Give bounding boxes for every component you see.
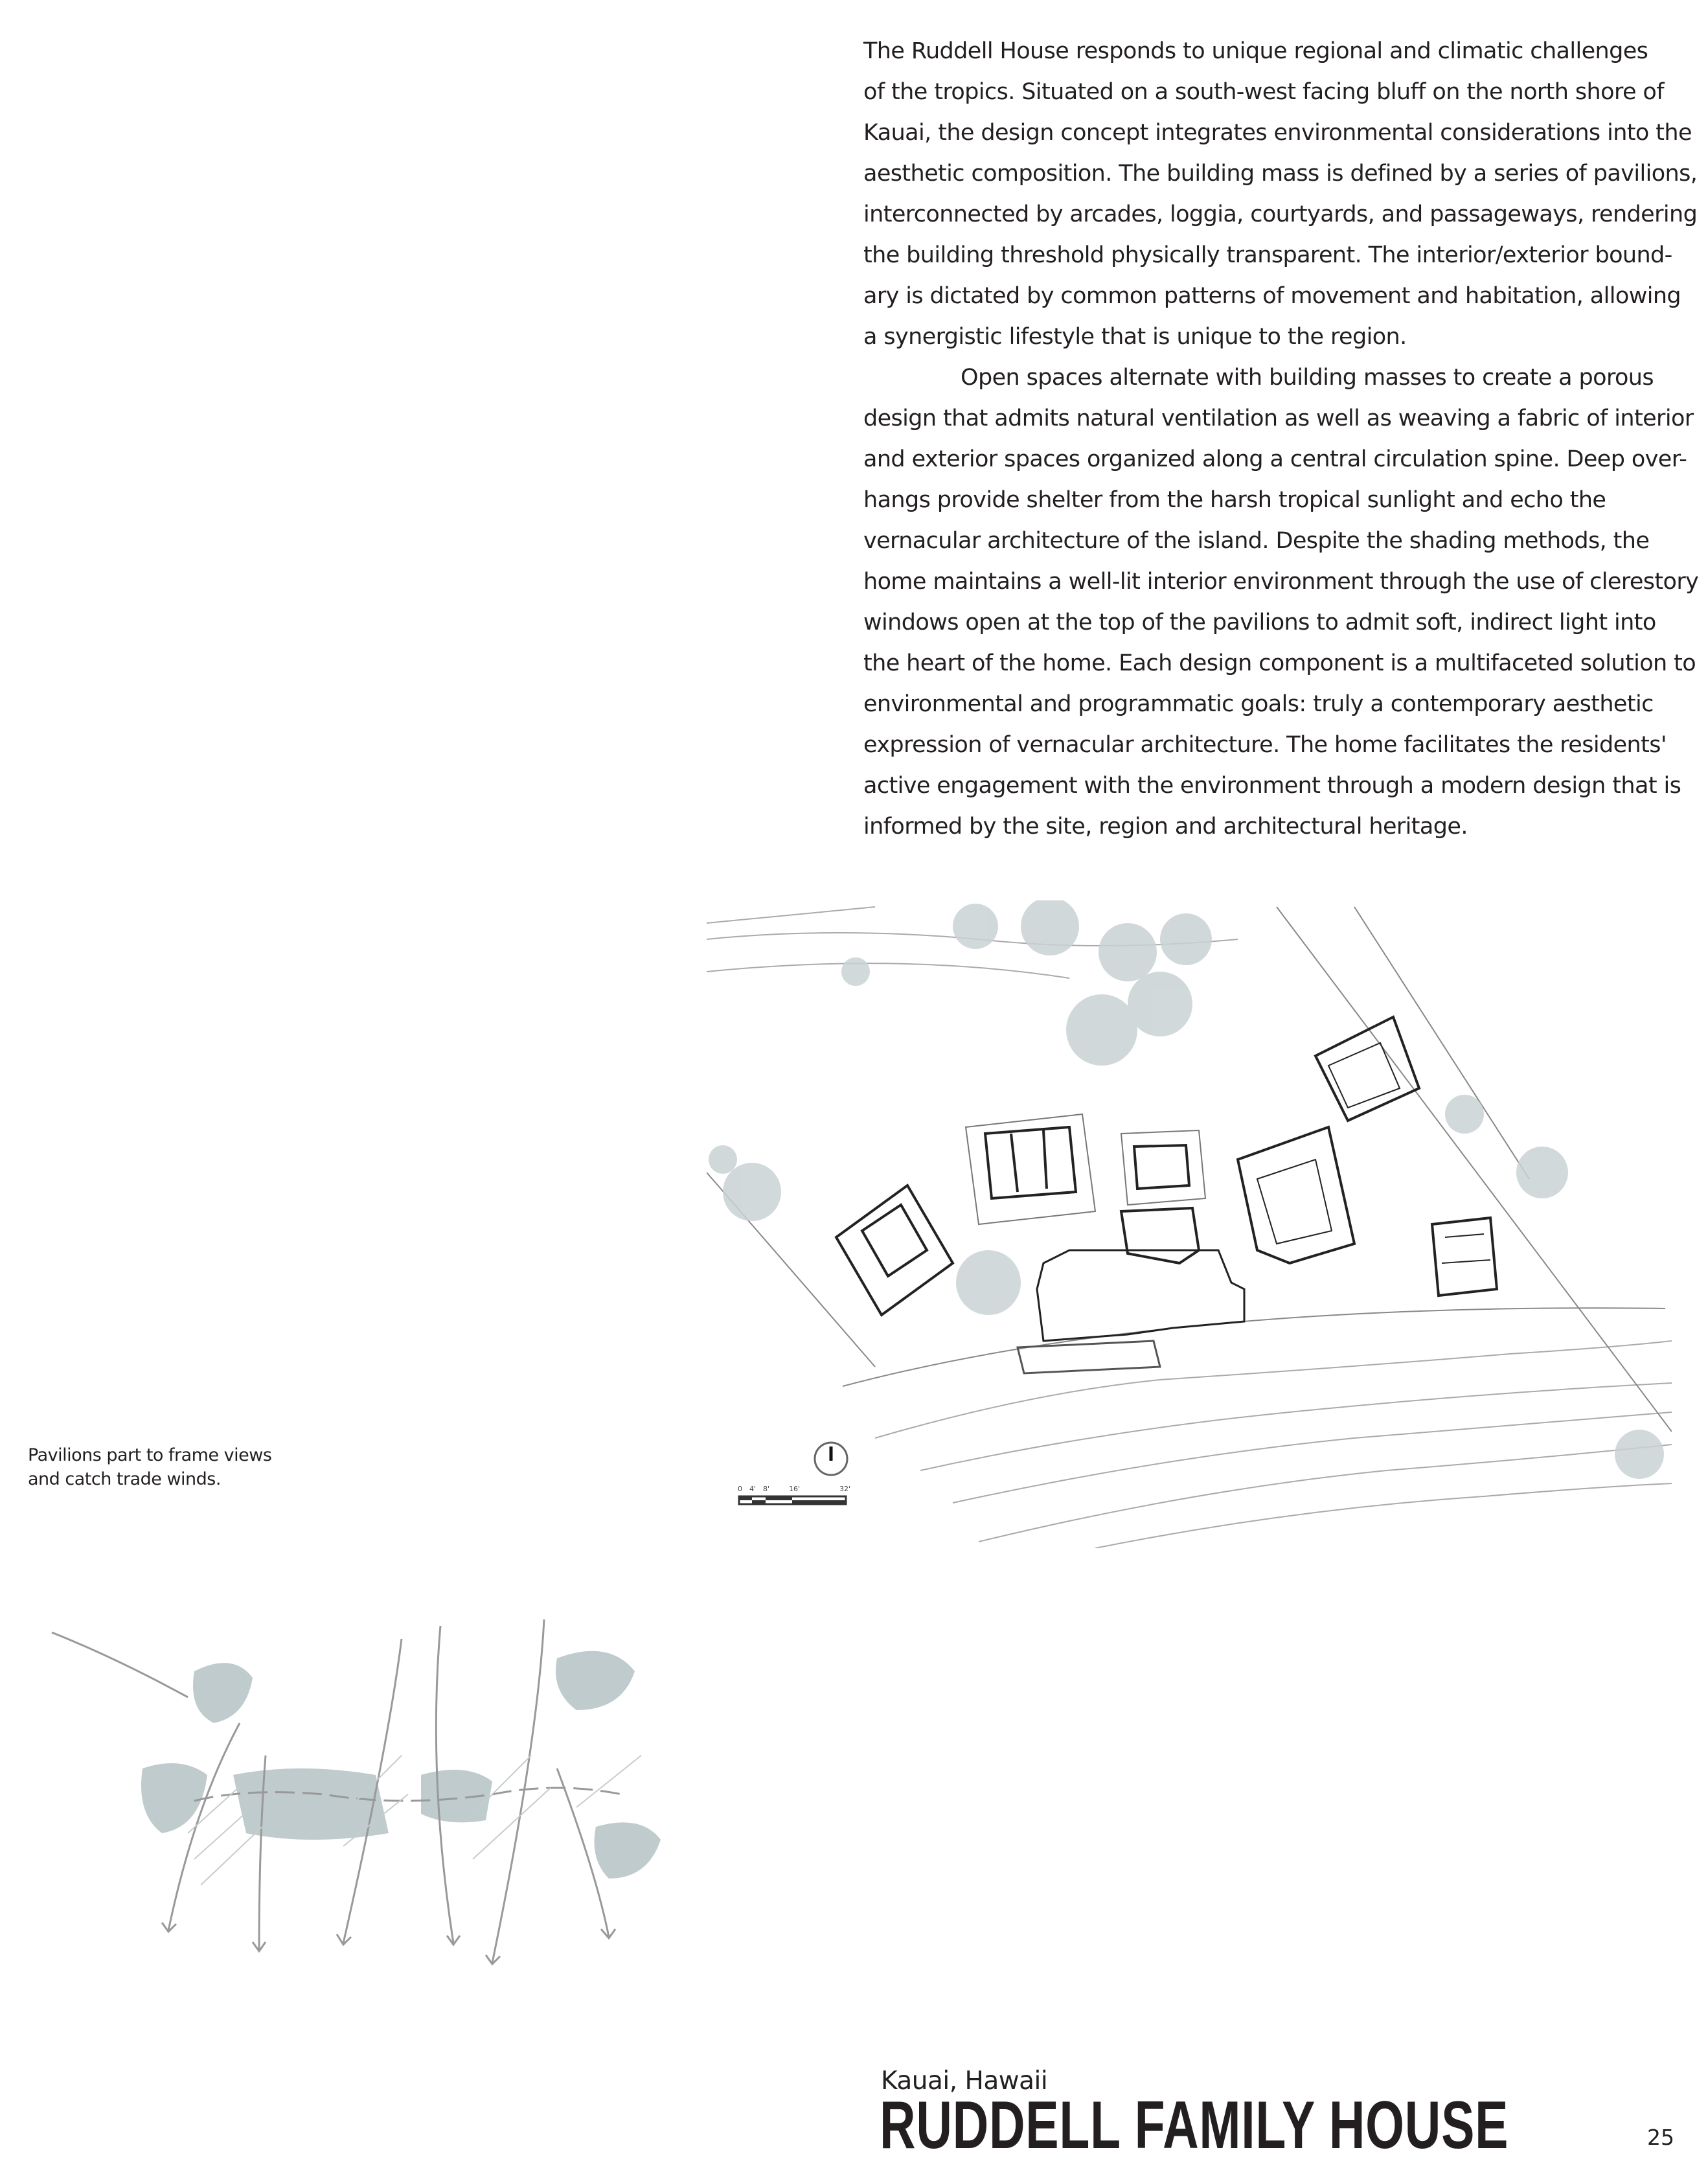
text-line: environmental and programmatic goals: truly a contemporary aesthetic — [863, 691, 1654, 717]
body-text — [863, 31, 1699, 847]
scale-label: 0 — [738, 1485, 742, 1493]
caption-line: Pavilions part to frame views — [28, 1445, 272, 1465]
text-line: of the tropics. Situated on a south-west facing bluff on the north shore of — [863, 79, 1664, 105]
text-line: vernacular architecture of the island. Despite the shading methods, the — [863, 528, 1650, 554]
text-line: aesthetic composition. The building mass is defined by a series of pavilions, — [863, 161, 1698, 187]
project-title: RUDDELL FAMILY HOUSE — [880, 2088, 1509, 2163]
site-plan-drawing — [707, 900, 1672, 1548]
text-line: interconnected by arcades, loggia, courtyards, and passageways, rendering — [863, 201, 1698, 227]
text-line: informed by the site, region and architectural heritage. — [863, 814, 1468, 840]
scale-label: 16' — [789, 1485, 801, 1493]
text-line: Kauai, the design concept integrates environmental considerations into the — [863, 120, 1692, 146]
text-line: a synergistic lifestyle that is unique to the region. — [863, 324, 1407, 350]
caption-line: and catch trade winds. — [28, 1469, 221, 1489]
wind-diagram-sketch — [39, 1613, 680, 1976]
text-line: hangs provide shelter from the harsh tropical sunlight and echo the — [863, 487, 1606, 513]
building-plan — [836, 1017, 1497, 1373]
text-line: active engagement with the environment through a modern design that is — [863, 773, 1681, 799]
text-line: windows open at the top of the pavilions to admit soft, indirect light into — [863, 610, 1656, 635]
text-line: expression of vernacular architecture. The home facilitates the residents' — [863, 732, 1667, 758]
text-line: the heart of the home. Each design component is a multifaceted solution to — [863, 650, 1696, 676]
text-line: The Ruddell House responds to unique regional and climatic challenges — [863, 38, 1648, 64]
north-arrow-icon — [815, 1443, 847, 1475]
page-number: 25 — [1647, 2125, 1674, 2150]
paragraph-1 — [863, 31, 1698, 358]
scale-label: 32' — [839, 1485, 851, 1493]
text-line: design that admits natural ventilation as well as weaving a fabric of interior — [863, 406, 1694, 431]
text-line: the building threshold physically transparent. The interior/exterior bound- — [863, 242, 1672, 268]
paragraph-2 — [863, 358, 1699, 847]
project-location: Kauai, Hawaii — [881, 2066, 1048, 2096]
text-line: and exterior spaces organized along a central circulation spine. Deep over- — [863, 446, 1687, 472]
figure-caption — [28, 1443, 271, 1491]
scale-label: 4' — [749, 1485, 757, 1493]
scale-bar — [738, 1485, 850, 1504]
scale-label: 8' — [763, 1485, 770, 1493]
text-line: ary is dictated by common patterns of movement and habitation, allowing — [863, 283, 1681, 309]
text-line: home maintains a well-lit interior environment through the use of clerestory — [863, 569, 1699, 595]
text-line: Open spaces alternate with building masses to create a porous — [961, 365, 1654, 391]
